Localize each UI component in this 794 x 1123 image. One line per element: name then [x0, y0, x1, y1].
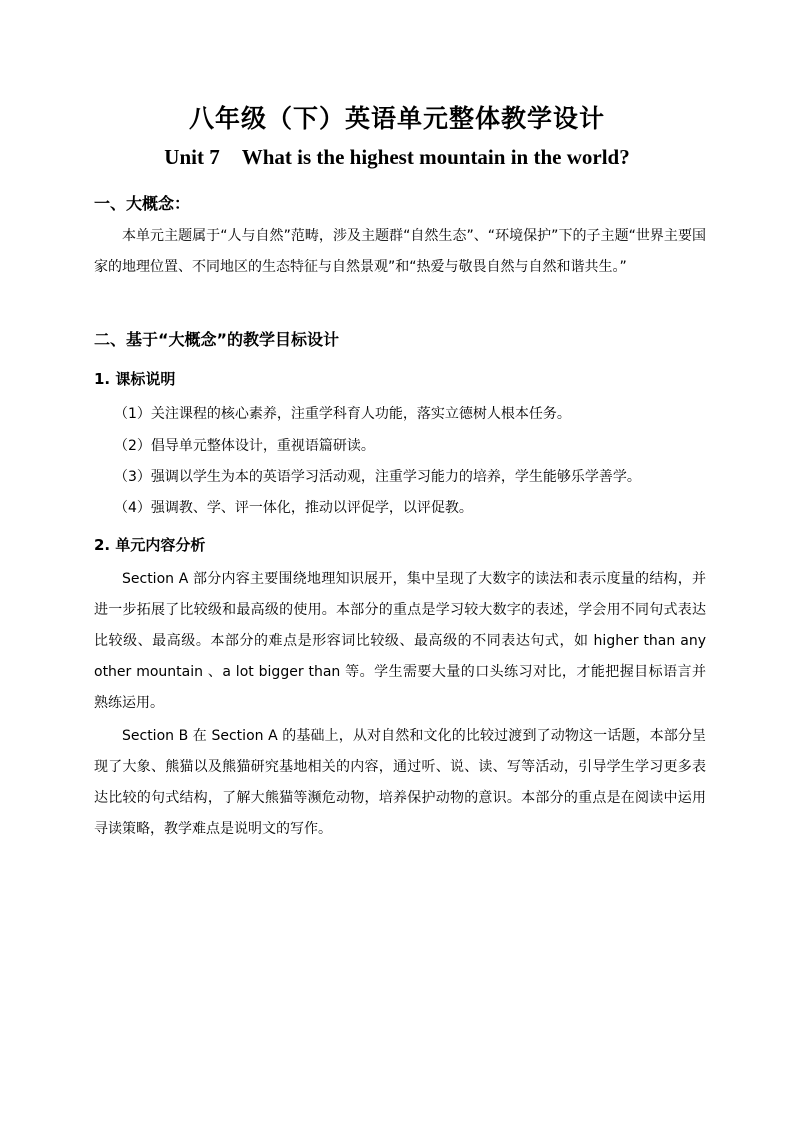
subsection-heading-content-analysis: 2. 单元内容分析: [94, 536, 206, 554]
document-title: 八年级（下）英语单元整体教学设计: [188, 104, 605, 133]
content-analysis-paragraph-b: Section B 在 Section A 的基础上，从对自然和文化的比较过渡到了动物这一话题，本部分呈现了大象、熊猫以及熊猫研究基地相关的内容，通过听、说、读、写等活动，引导学生学习更多表达比较的句式结构，了解大熊猫等濒危动物，培养保护动物的意识。本部分的重点是在阅读中运用寻读策略，教学难点是说明文的写作。: [94, 728, 706, 837]
list-item: （3）强调以学生为本的英语学习活动观，注重学习能力的培养，学生能够乐学善学。: [114, 469, 641, 485]
big-concept-paragraph: 本单元主题属于“人与自然”范畴，涉及主题群“自然生态”、“环境保护”下的子主题“世界主要国家的地理位置、不同地区的生态特征与自然景观”和“热爱与敬畏自然与自然和谐共生。”: [94, 228, 706, 275]
subsection-heading-curriculum: 1. 课标说明: [94, 370, 176, 388]
list-item: （1）关注课程的核心素养，注重学科育人功能，落实立德树人根本任务。: [114, 406, 571, 422]
unit-title: [0, 145, 794, 170]
unit-number: Unit 7: [164, 145, 220, 169]
unit-question: What is the highest mountain in the world?: [241, 145, 630, 169]
content-analysis-paragraph-a: Section A 部分内容主要围绕地理知识展开，集中呈现了大数字的读法和表示度量的结构，并进一步拓展了比较级和最高级的使用。本部分的重点是学习较大数字的表述，学会用不同句式表达比较级、最高级。本部分的难点是形容词比较级、最高级的不同表达句式，如 higher than any other mountain 、a lot bigger than 等。学生需要大量的口头练习对比，才能把握目标语言并熟练运用。: [94, 571, 706, 711]
list-item: （2）倡导单元整体设计，重视语篇研读。: [114, 438, 375, 454]
list-item: （4）强调教、学、评一体化，推动以评促学，以评促教。: [114, 500, 473, 516]
section-heading-teaching-goals: 二、基于“大概念”的教学目标设计: [94, 330, 340, 349]
section-heading-big-concept: 一、大概念：: [94, 194, 191, 213]
